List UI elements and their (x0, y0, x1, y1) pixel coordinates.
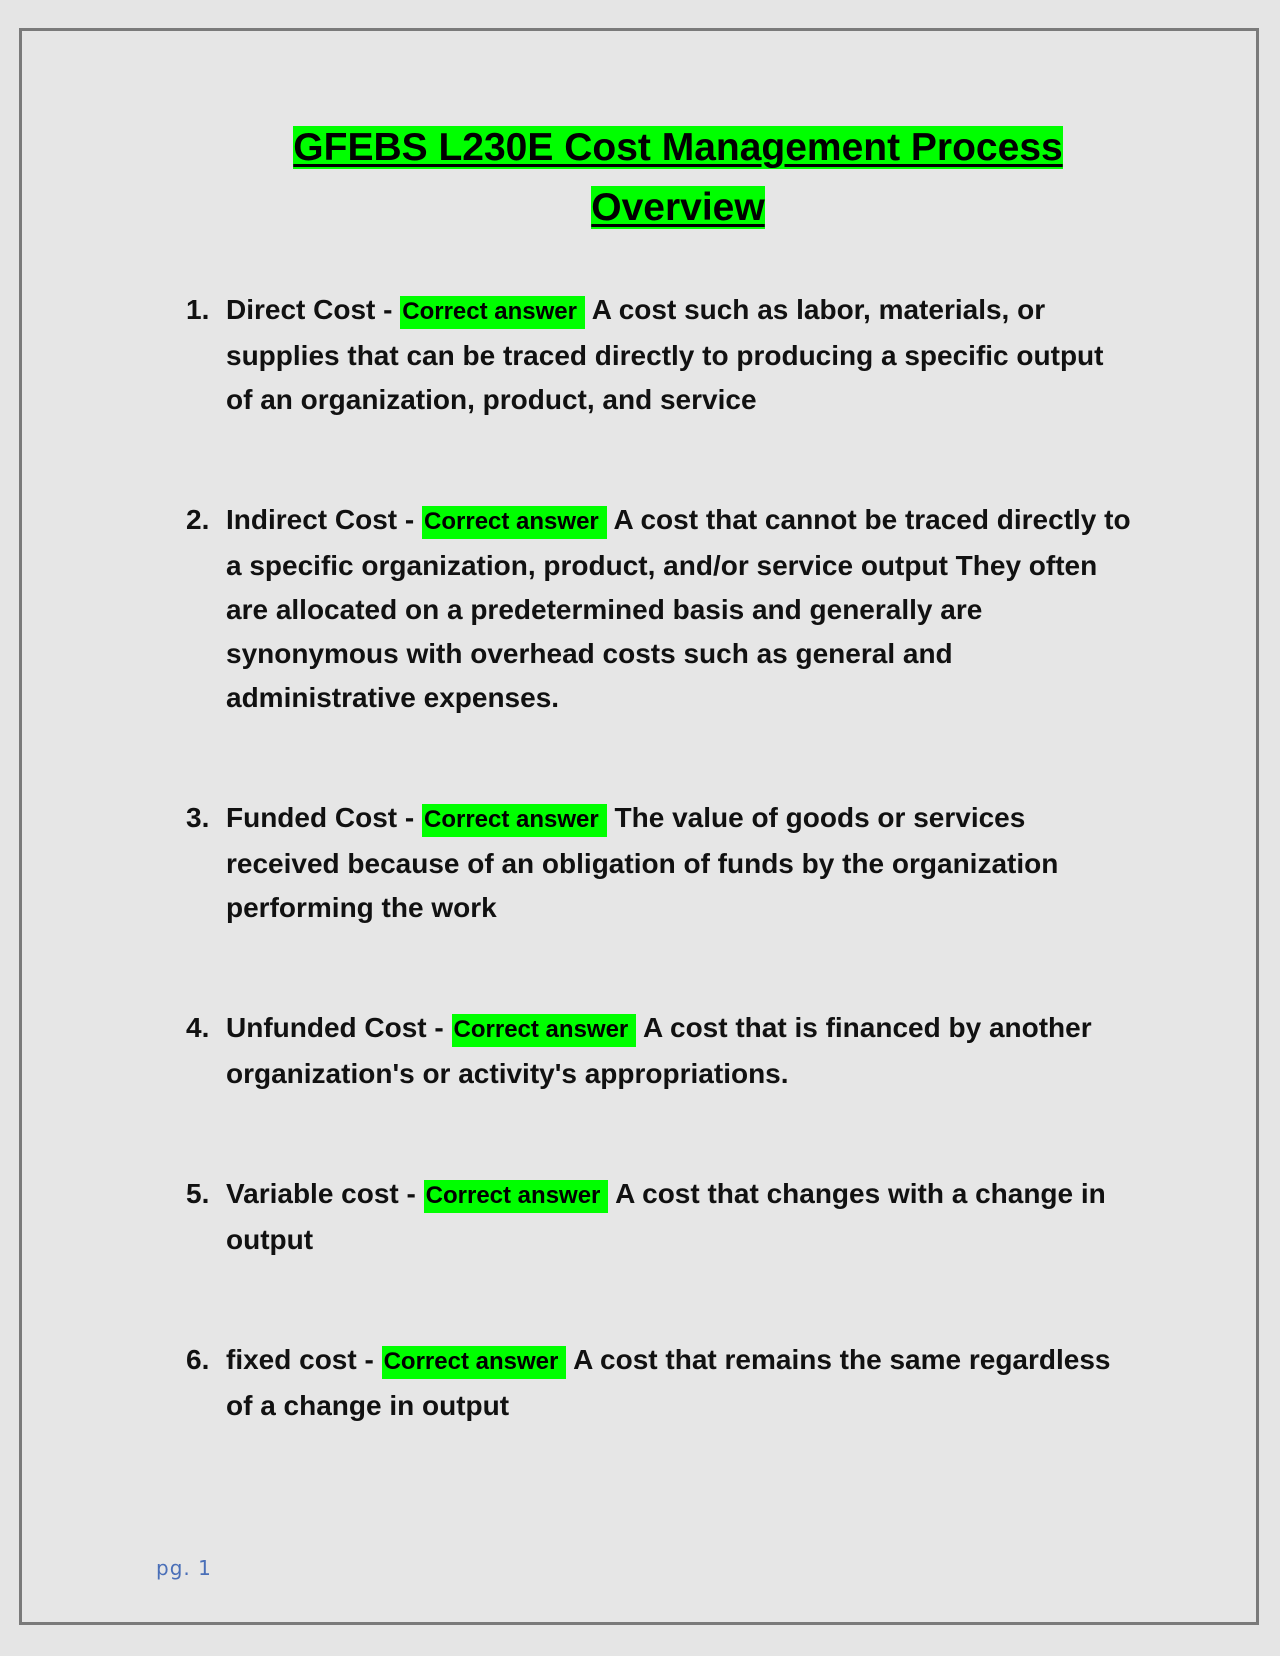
item-text (226, 498, 1136, 720)
item-number: 3. (186, 802, 210, 833)
list-item (186, 1172, 1136, 1262)
list-item (186, 796, 1136, 930)
item-term: fixed cost - (226, 1344, 374, 1375)
item-term: Funded Cost - (226, 802, 415, 833)
item-definition: A cost that remains the same regardless of a change in output (226, 1344, 1111, 1421)
correct-answer-badge: Correct answer (452, 1014, 637, 1047)
item-number: 2. (186, 504, 210, 535)
item-definition: A cost that cannot be traced directly to a specific organization, product, and/or service output They often are allocated on a predetermined basis and generally are synonymous with overhead costs such as general and administrative expenses. (226, 504, 1131, 713)
item-text (226, 796, 1136, 930)
item-definition: A cost such as labor, materials, or supplies that can be traced directly to producing a specific output of an organization, product, and service (226, 294, 1104, 415)
correct-answer-badge: Correct answer (382, 1346, 567, 1379)
list-item (186, 1006, 1136, 1096)
item-text (226, 1338, 1136, 1428)
document-title-text: GFEBS L230E Cost Management Process Overview (293, 126, 1063, 229)
item-text (226, 1172, 1136, 1262)
item-number: 4. (186, 1012, 210, 1043)
item-term: Unfunded Cost - (226, 1012, 444, 1043)
correct-answer-badge: Correct answer (422, 506, 607, 539)
item-text (226, 288, 1136, 422)
list-item (186, 1338, 1136, 1428)
list-item (186, 288, 1136, 422)
correct-answer-badge: Correct answer (424, 1180, 609, 1213)
page-number: pg. 1 (156, 1556, 212, 1580)
item-definition: The value of goods or services received because of an obligation of funds by the organization performing the work (226, 802, 1059, 923)
item-term: Direct Cost - (226, 294, 393, 325)
document-title (226, 118, 1130, 238)
item-number: 5. (186, 1178, 210, 1209)
item-number: 6. (186, 1344, 210, 1375)
item-definition: A cost that is financed by another organization's or activity's appropriations. (226, 1012, 1092, 1089)
list-item (186, 498, 1136, 720)
item-term: Variable cost - (226, 1178, 416, 1209)
item-term: Indirect Cost - (226, 504, 415, 535)
item-text (226, 1006, 1136, 1096)
correct-answer-badge: Correct answer (422, 804, 607, 837)
item-number: 1. (186, 294, 210, 325)
item-definition: A cost that changes with a change in output (226, 1178, 1106, 1255)
correct-answer-badge: Correct answer (400, 296, 585, 329)
